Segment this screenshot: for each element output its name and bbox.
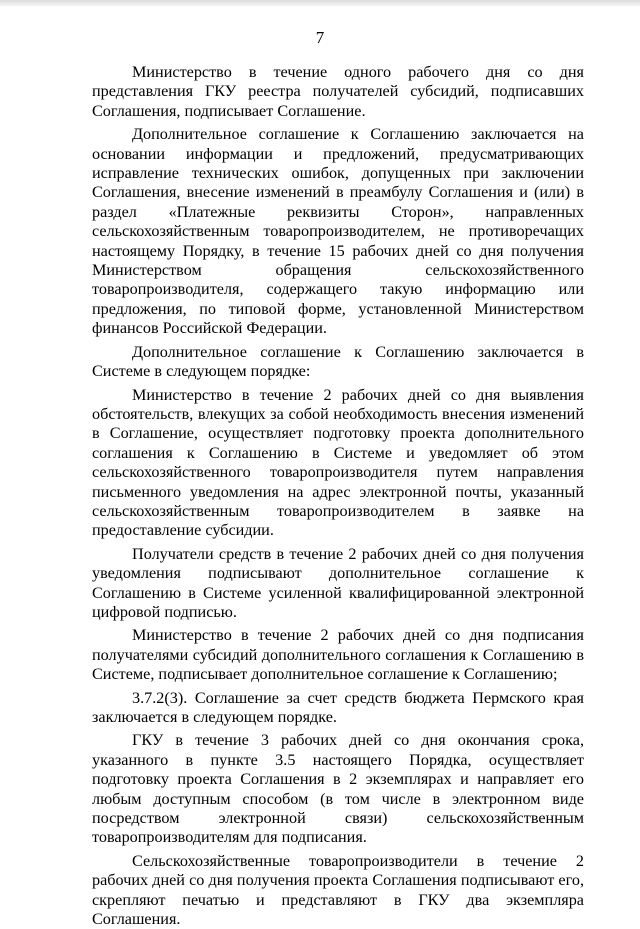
paragraph-clause-3-7-2-3: 3.7.2(3). Соглашение за счет средств бюджета Пермского края заключается в следующем порядке.: [92, 688, 584, 726]
page-number: 7: [315, 28, 325, 47]
scan-top-edge: [0, 0, 640, 6]
paragraph-additional-agreement-basis: Дополнительное соглашение к Соглашению заключается на основании информации и предложений, предусматривающих исправление технических ошибок, допущенных при заключении Соглашения, внесение изменений в преамбулу Соглашения и (или) в раздел «Платежные реквизиты Сторон», направленных сельскохозяйственным товаропроизводителем, не противоречащих настоящему Порядку, в течение 15 рабочих дней со дня получения Министерством обращения сельскохозяйственного товаропроизводителя, содержащего такую информацию или предложения, по типовой форме, установленной Министерством финансов Российской Федерации.: [92, 125, 584, 338]
paragraph-system-procedure: Дополнительное соглашение к Соглашению заключается в Системе в следующем порядке:: [92, 342, 584, 381]
paragraph-recipients-sign: Получатели средств в течение 2 рабочих дней со дня получения уведомления подписывают дополнительное соглашение к Соглашению в Системе усиленной квалифицированной электронной цифровой подписью.: [92, 544, 584, 621]
paragraph-producers-sign: Сельскохозяйственные товаропроизводители в течение 2 рабочих дней со дня получения проекта Соглашения подписывают его, скрепляют печатью и представляют в ГКУ два экземпляра Соглашения.: [92, 851, 584, 929]
paragraph-ministry-notification: Министерство в течение 2 рабочих дней со дня выявления обстоятельств, влекущих за собой необходимость внесения изменений в Соглашение, осуществляет подготовку проекта дополнительного соглашения к Соглашению в Системе и уведомляет об этом сельскохозяйственного товаропроизводителя путем направления письменного уведомления на адрес электронной почты, указанный сельскохозяйственным товаропроизводителем в заявке на предоставление субсидии.: [92, 385, 584, 540]
document-body: [92, 63, 584, 929]
paragraph-gku-prepares: ГКУ в течение 3 рабочих дней со дня окончания срока, указанного в пункте 3.5 настоящего Порядка, осуществляет подготовку проекта Соглашения в 2 экземплярах и направляет его любым доступным способом (в том числе в электронном виде посредством электронной связи) сельскохозяйственным товаропроизводителям для подписания.: [92, 731, 584, 847]
paragraph-ministry-signs-additional: Министерство в течение 2 рабочих дней со дня подписания получателями субсидий дополнительного соглашения к Соглашению в Системе, подписывает дополнительное соглашение к Соглашению;: [92, 626, 584, 684]
paragraph-ministry-signs: Министерство в течение одного рабочего дня со дня представления ГКУ реестра получателей субсидий, подписавших Соглашения, подписывает Соглашение.: [92, 63, 584, 120]
